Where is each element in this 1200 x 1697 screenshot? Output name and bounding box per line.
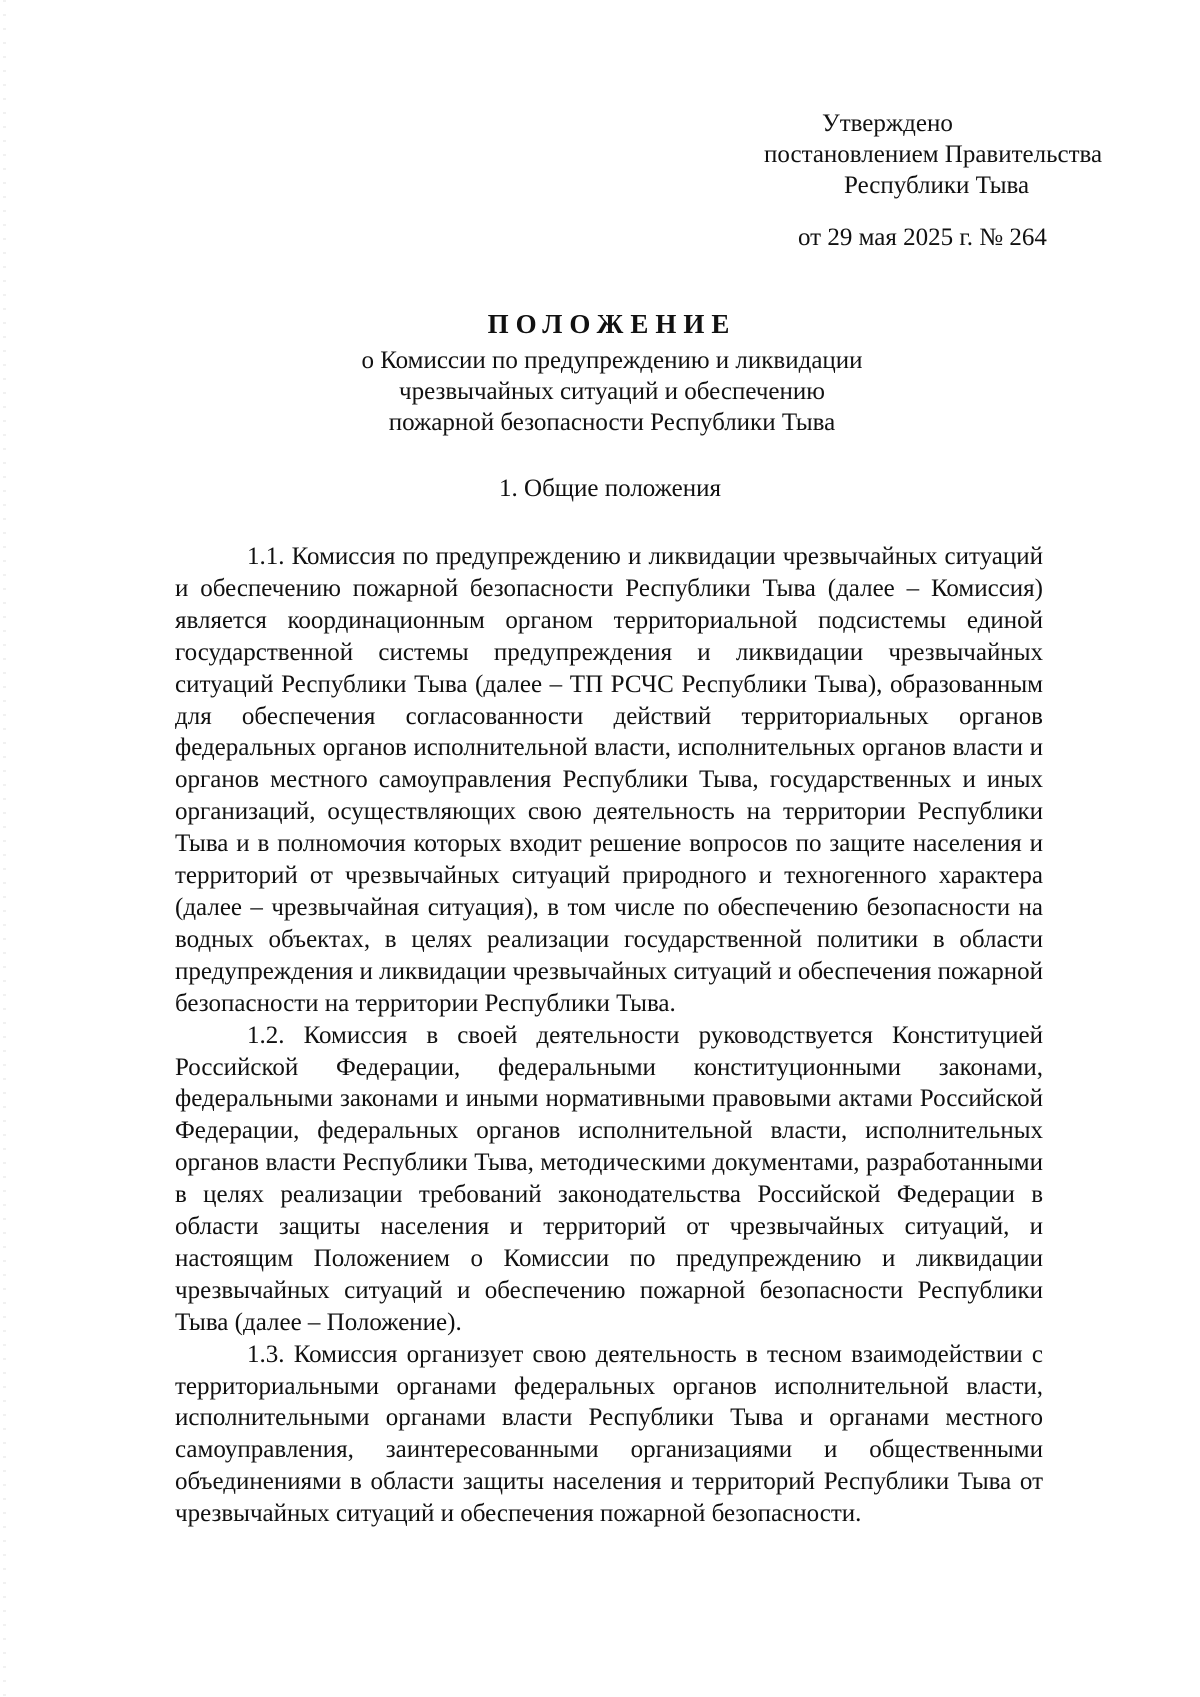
- paragraph-1-1: 1.1. Комиссия по предупреждению и ликвидации чрезвычайных ситуаций и обеспечению пожарной безопасности Республики Тыва (далее – Комиссия) является координационным органом территориальной подсистемы единой государственной системы предупреждения и ликвидации чрезвычайных ситуаций Республики Тыва (далее – ТП РСЧС Республики Тыва), образованным для обеспечения согласованности действий территориальных органов федеральных органов исполнительной власти, исполнительных органов власти и органов местного самоуправления Республики Тыва, государственных и иных организаций, осуществляющих свою деятельность на территории Республики Тыва и в полномочия которых входит решение вопросов по защите населения и территорий от чрезвычайных ситуаций природного и техногенного характера (далее – чрезвычайная ситуация), в том числе по обеспечению безопасности на водных объектах, в целях реализации государственной политики в области предупреждения и ликвидации чрезвычайных ситуаций и обеспечения пожарной безопасности на территории Республики Тыва.: [175, 543, 1043, 1017]
- approval-date-number: от 29 мая 2025 г. № 264: [798, 224, 1047, 251]
- approval-line-resolution: постановлением Правительства: [764, 141, 1103, 168]
- document-title: ПОЛОЖЕНИЕ: [487, 309, 737, 339]
- document-body: [175, 541, 1043, 1530]
- document-title-block: [160, 307, 1050, 438]
- section-heading: 1. Общие положения: [499, 475, 721, 502]
- paragraph-1-3: 1.3. Комиссия организует свою деятельность в тесном взаимодействии с территориальными органами федеральных органов исполнительной власти, исполнительными органами власти Республики Тыва и органами местного самоуправления, заинтересованными организациями и общественными объединениями в области защиты населения и территорий Республики Тыва от чрезвычайных ситуаций и обеспечения пожарной безопасности.: [175, 1340, 1043, 1528]
- approval-line-republic: Республики Тыва: [844, 172, 1030, 199]
- subtitle-line: пожарной безопасности Республики Тыва: [388, 409, 836, 436]
- subtitle-line: о Комиссии по предупреждению и ликвидации: [361, 347, 863, 374]
- document-subtitle: [160, 345, 1050, 438]
- scan-edge-artifact: [3, 0, 6, 1697]
- approval-line-approved: Утверждено: [822, 110, 953, 137]
- subtitle-line: чрезвычайных ситуаций и обеспечению: [399, 378, 825, 405]
- paragraph-1-2: 1.2. Комиссия в своей деятельности руководствуется Конституцией Российской Федерации, федеральными конституционными законами, федеральными законами и иными нормативными правовыми актами Российской Федерации, федеральных органов исполнительной власти, исполнительных органов власти Республики Тыва, методическими документами, разработанными в целях реализации требований законодательства Российской Федерации в области защиты населения и территорий от чрезвычайных ситуаций, и настоящим Положением о Комиссии по предупреждению и ликвидации чрезвычайных ситуаций и обеспечению пожарной безопасности Республики Тыва (далее – Положение).: [175, 1021, 1043, 1336]
- approval-stamp-block: [730, 108, 1150, 253]
